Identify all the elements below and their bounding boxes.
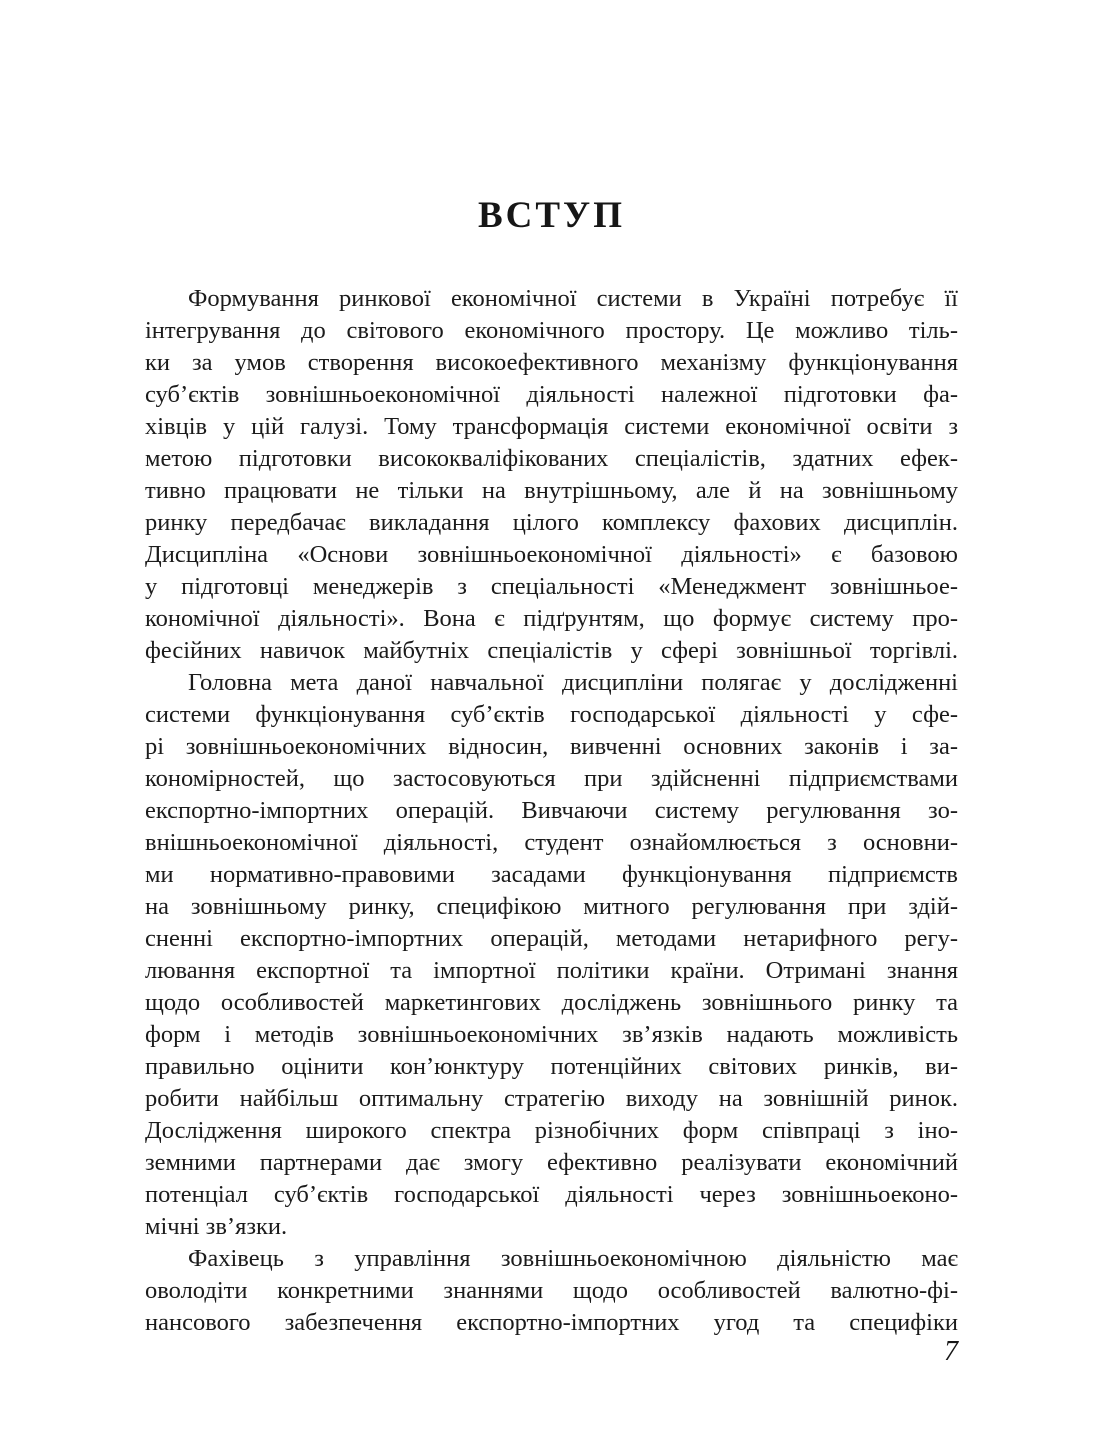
text-line: у підготовці менеджерів з спеціальності «Менеджмент зовнішньое- <box>145 573 958 600</box>
text-line: правильно оцінити кон’юнктуру потенційних світових ринків, ви- <box>145 1053 958 1080</box>
text-line: інтегрування до світового економічного простору. Це можливо тіль- <box>145 317 958 344</box>
text-line: тивно працювати не тільки на внутрішньому, але й на зовнішньому <box>145 477 958 504</box>
text-line: ми нормативно-правовими засадами функціонування підприємств <box>145 861 958 888</box>
text-line: ки за умов створення високоефективного механізму функціонування <box>145 349 958 376</box>
text-line: сненні експортно-імпортних операцій, методами нетарифного регу- <box>145 925 958 952</box>
text-line: рі зовнішньоекономічних відносин, вивченні основних законів і за- <box>145 733 958 760</box>
text-line: кономічної діяльності». Вона є підґрунтям, що формує систему про- <box>145 605 958 632</box>
text-line: Головна мета даної навчальної дисципліни полягає у дослідженні <box>188 669 958 696</box>
text-line: кономірностей, що застосовуються при здійсненні підприємствами <box>145 765 958 792</box>
text-line: Дисципліна «Основи зовнішньоекономічної діяльності» є базовою <box>145 541 958 568</box>
text-line: форм і методів зовнішньоекономічних зв’язків надають можливість <box>145 1021 958 1048</box>
text-line: Формування ринкової економічної системи в Україні потребує її <box>188 285 958 312</box>
text-line: Дослідження широкого спектра різнобічних форм співпраці з іно- <box>145 1117 958 1144</box>
text-line: земними партнерами дає змогу ефективно реалізувати економічний <box>145 1149 958 1176</box>
text-line: щодо особливостей маркетингових досліджень зовнішнього ринку та <box>145 989 958 1016</box>
text-line: хівців у цій галузі. Тому трансформація системи економічної освіти з <box>145 413 958 440</box>
text-line: експортно-імпортних операцій. Вивчаючи систему регулювання зо- <box>145 797 958 824</box>
text-line: робити найбільш оптимальну стратегію виходу на зовнішній ринок. <box>145 1085 958 1112</box>
text-line: ринку передбачає викладання цілого комплексу фахових дисциплін. <box>145 509 958 536</box>
text-line: Фахівець з управління зовнішньоекономічною діяльністю має <box>188 1245 958 1272</box>
text-line: лювання експортної та імпортної політики країни. Отримані знання <box>145 957 958 984</box>
text-line: метою підготовки висококваліфікованих спеціалістів, здатних ефек- <box>145 445 958 472</box>
text-line: фесійних навичок майбутніх спеціалістів у сфері зовнішньої торгівлі. <box>145 637 958 664</box>
text-line: внішньоекономічної діяльності, студент ознайомлюється з основни- <box>145 829 958 856</box>
page-number: 7 <box>944 1336 958 1367</box>
text-line: мічні зв’язки. <box>145 1213 288 1240</box>
page-title: ВСТУП <box>477 195 625 236</box>
text-line: суб’єктів зовнішньоекономічної діяльності належної підготовки фа- <box>145 381 958 408</box>
text-line: потенціал суб’єктів господарської діяльності через зовнішньоеконо- <box>145 1181 958 1208</box>
text-line: на зовнішньому ринку, специфікою митного регулювання при здій- <box>145 893 958 920</box>
text-line: нансового забезпечення експортно-імпортних угод та специфіки <box>145 1309 958 1336</box>
text-line: системи функціонування суб’єктів господарської діяльності у сфе- <box>145 701 958 728</box>
text-line: оволодіти конкретними знаннями щодо особливостей валютно-фі- <box>145 1277 958 1304</box>
body-text <box>145 283 958 1339</box>
